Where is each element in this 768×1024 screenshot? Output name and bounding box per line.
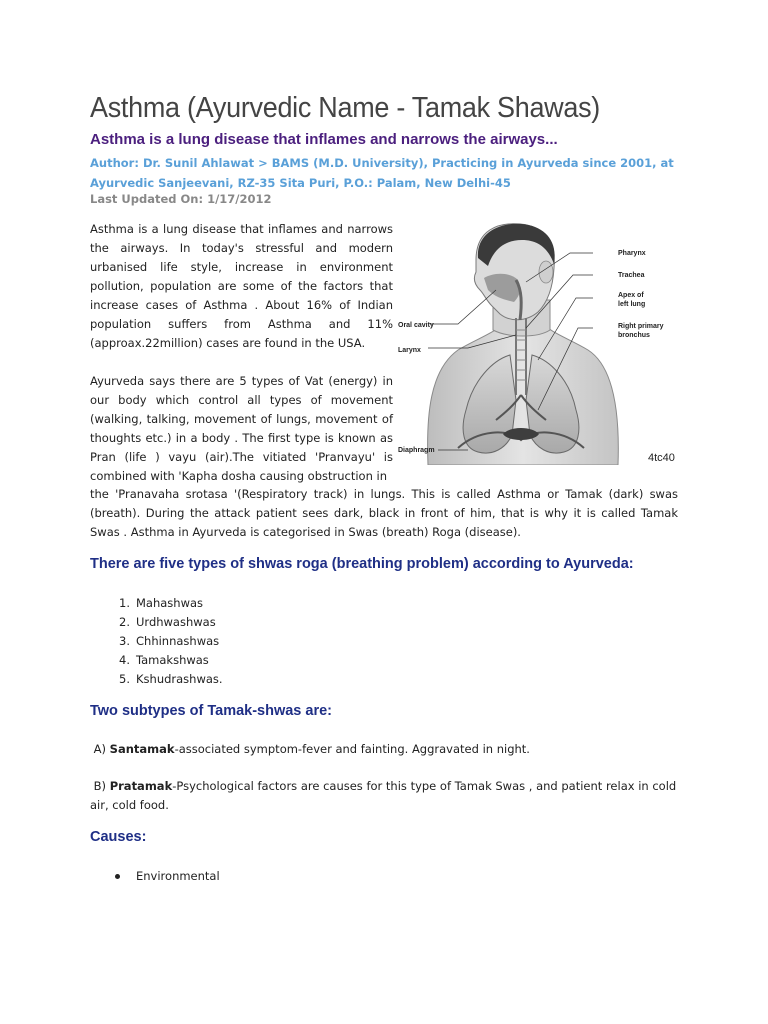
list-item: 5. Kshudrashwas. — [119, 672, 223, 686]
causes-list — [90, 867, 220, 886]
list-item: 2. Urdhwashwas — [119, 615, 216, 629]
subtype-a: A) Santamak-associated symptom-fever and fainting. Aggravated in night. — [93, 742, 530, 756]
label-trachea: Trachea — [618, 272, 645, 279]
list-item: 4. Tamakshwas — [119, 653, 209, 667]
label-diaphragm: Diaphragm — [398, 447, 435, 454]
vat-paragraph: Ayurveda says there are 5 types of Vat (energy) in our body which control all types of movement (walking, talking, movement of lungs, movement of thoughts etc.) in a body . The first type is known as Pran (life ) vayu (air).The vitiated 'Pranvayu' is combined with 'Kapha dosha causing obstruction in — [90, 374, 393, 483]
intro-paragraph: Asthma is a lung disease that inflames and narrows the airways. In today's stressful and modern urbanised life style, increase in environment pollution, population are some of the factors that increase cases of Asthma . About 16% of Indian population suffers from Asthma and 11% (approax.22million) cases are found in the USA. — [90, 222, 393, 350]
figure-credit: 4tc40 — [648, 452, 675, 464]
causes-heading: Causes: — [90, 829, 147, 845]
page-title: Asthma (Ayurvedic Name - Tamak Shawas) — [90, 92, 601, 124]
label-oral-cavity: Oral cavity — [398, 322, 434, 329]
subtype-b-term: Pratamak — [109, 779, 173, 793]
label-pharynx: Pharynx — [618, 250, 646, 257]
label-apex-line2: left lung — [618, 301, 646, 308]
label-bronchus-line1: Right primary — [618, 323, 664, 330]
types-list — [90, 594, 223, 689]
subtypes-heading: Two subtypes of Tamak-shwas are: — [90, 703, 332, 719]
author-line-2: Ayurvedic Sanjeevani, RZ-35 Sita Puri, P.O.: Palam, New Delhi-45 — [90, 176, 511, 190]
last-updated: Last Updated On: 1/17/2012 — [90, 192, 272, 206]
list-item: Environmental — [90, 867, 220, 886]
list-item: 1. Mahashwas — [119, 596, 204, 610]
respiratory-system-illustration — [398, 220, 678, 465]
subtype-b: B) Pratamak-Psychological factors are causes for this type of Tamak Swas , and patient relax in cold air, cold food. — [90, 779, 677, 812]
label-larynx: Larynx — [398, 347, 421, 354]
label-bronchus-line2: bronchus — [618, 332, 650, 339]
vat-paragraph-continued: the 'Pranavaha srotasa '(Respiratory track) in lungs. This is called Asthma or Tamak (dark) swas (breath). During the attack patient sees dark, black in front of him, that is why it is called Tamak Swas . Asthma in Ayurveda is categorised in Swas (breath) Roga (disease). — [90, 487, 678, 539]
subtype-a-term: Santamak — [109, 742, 175, 756]
list-item: 3. Chhinnashwas — [119, 634, 220, 648]
author-info — [90, 153, 690, 193]
types-heading: There are five types of shwas roga (breathing problem) according to Ayurveda: — [90, 556, 634, 572]
article-subtitle: Asthma is a lung disease that inflames and narrows the airways... — [90, 131, 558, 148]
label-apex-line1: Apex of — [618, 292, 644, 299]
author-line-1: Author: Dr. Sunil Ahlawat > BAMS (M.D. University), Practicing in Ayurveda since 2001, at — [90, 156, 674, 170]
